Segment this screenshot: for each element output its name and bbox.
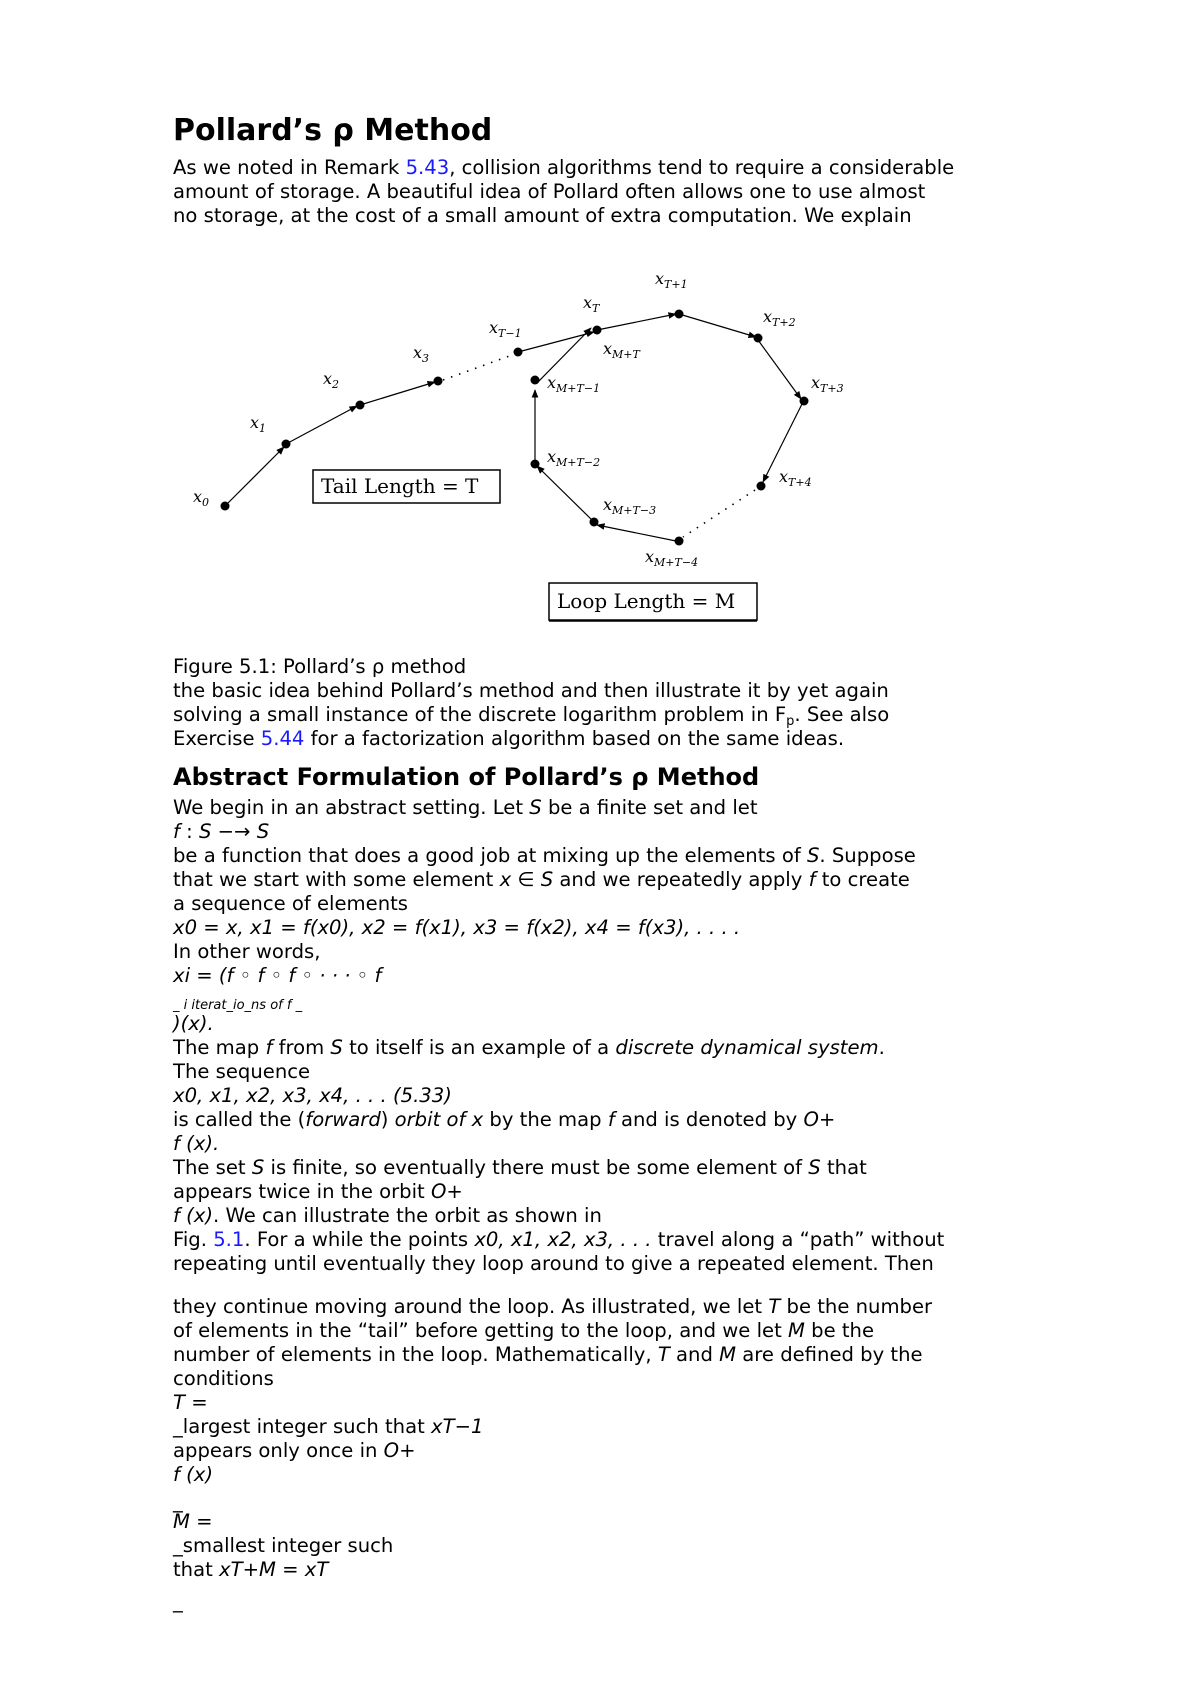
point-xMTm4 — [675, 537, 684, 546]
point-xTp2 — [754, 334, 763, 343]
label-xT: $x_T$ — [583, 293, 600, 315]
label-xTm1: $x_{T-1}$ — [489, 318, 522, 340]
point-x2 — [356, 401, 365, 410]
m-definition: _smallest integer such — [173, 1534, 394, 1557]
point-xMTm3 — [590, 518, 599, 527]
label-x2: $x_2$ — [323, 369, 340, 391]
label-xMT: $x_{M+T}$ — [603, 339, 640, 361]
point-x0 — [221, 502, 230, 511]
after-figure-line-3: Exercise 5.44 for a factorization algorithm based on the same ideas. — [173, 727, 845, 750]
orbit-points — [221, 310, 809, 546]
tail-length-box — [313, 470, 500, 503]
section-line-5: In other words, — [173, 940, 321, 963]
edge-xMTm4-xMTm3 — [597, 525, 676, 541]
point-xTp4 — [757, 482, 766, 491]
after-figure-line-1: the basic idea behind Pollard’s method and then illustrate it by yet again — [173, 679, 889, 702]
section-line-3: that we start with some element x ∈ S and we repeatedly apply f to create — [173, 868, 910, 891]
section-line-2: be a function that does a good job at mixing up the elements of S. Suppose — [173, 844, 916, 867]
remark-link[interactable]: 5.43 — [405, 156, 450, 179]
section-line-4: a sequence of elements — [173, 892, 409, 915]
section-line-13: they continue moving around the loop. As illustrated, we let T be the number — [173, 1295, 933, 1318]
edge-xMTm3-xMTm2 — [537, 466, 594, 522]
section-line-14: of elements in the “tail” before getting to the loop, and we let M be the — [173, 1319, 875, 1342]
loop-length-box — [549, 583, 757, 621]
edge-xMTm1-xMT — [537, 328, 591, 383]
label-xTp2: $x_{T+2}$ — [763, 307, 796, 329]
t-definition: _largest integer such that xT−1 — [173, 1415, 484, 1438]
intro-line-1: As we noted in Remark 5.43, collision algorithms tend to require a considerable — [173, 156, 955, 179]
section-line-9: The set S is finite, so eventually there must be some element of S that — [173, 1156, 867, 1179]
after-figure-line-2: solving a small instance of the discrete logarithm problem in $F_p$. See also — [173, 703, 890, 729]
fx-line-1: f (x). — [173, 1132, 220, 1155]
edge-xTp2-xTp3 — [758, 340, 801, 399]
tail-length-label: Tail Length = T — [321, 474, 479, 498]
label-x0: $x_0$ — [193, 487, 210, 509]
edge-xTp1-xTp2 — [679, 314, 756, 337]
exercise-link[interactable]: 5.44 — [260, 727, 305, 750]
loop-length-label: Loop Length = M — [557, 589, 736, 613]
label-xTp4: $x_{T+4}$ — [779, 467, 812, 489]
orbit-sequence-line: x0, x1, x2, x3, x4, . . . (5.33) — [173, 1084, 452, 1107]
edge-x2-x3 — [360, 382, 435, 405]
point-x1 — [282, 440, 291, 449]
section-line-6: The map f from S to itself is an example of a discrete dynamical system. — [173, 1036, 885, 1059]
edge-xTm1-xT — [518, 332, 594, 352]
intro-line-3: no storage, at the cost of a small amount of extra computation. We explain — [173, 204, 912, 227]
underscore-1: _ — [173, 1490, 183, 1513]
label-xTp3: $x_{T+3}$ — [811, 373, 844, 395]
fx-line-2: f (x). We can illustrate the orbit as shown in — [173, 1204, 602, 1227]
t-definition-2: appears only once in O+ — [173, 1439, 416, 1462]
sequence-line: x0 = x, x1 = f(x0), x2 = f(x1), x3 = f(x2), x4 = f(x3), . . . . — [173, 916, 741, 939]
xi-line: xi = (f ◦ f ◦ f ◦ · · · ◦ f — [173, 964, 382, 987]
section-line-1: We begin in an abstract setting. Let S be a finite set and let — [173, 796, 758, 819]
t-equation: T = — [173, 1391, 208, 1414]
point-xTp3 — [800, 397, 809, 406]
point-labels — [193, 269, 844, 569]
section-line-12: repeating until eventually they loop around to give a repeated element. Then — [173, 1252, 934, 1275]
edge-x0-x1 — [228, 447, 284, 503]
dotted-xTp4-xMTm4 — [683, 490, 755, 537]
figure-caption: Figure 5.1: Pollard’s ρ method — [173, 655, 467, 678]
label-x1: $x_1$ — [250, 413, 267, 435]
point-xTp1 — [675, 310, 684, 319]
section-line-15: number of elements in the loop. Mathematically, T and M are defined by the — [173, 1343, 923, 1366]
figure-link[interactable]: 5.1 — [213, 1228, 245, 1251]
point-xT — [593, 326, 602, 335]
section-line-16: conditions — [173, 1367, 274, 1390]
section-line-7: The sequence — [173, 1060, 311, 1083]
close-line: )(x). — [173, 1012, 214, 1035]
tail-edges — [228, 314, 802, 541]
t-fx: f (x) — [173, 1463, 214, 1486]
underscore-2: _ — [173, 1590, 183, 1613]
point-xTm1 — [514, 348, 523, 357]
point-xMTm2 — [531, 460, 540, 469]
iterations-line: _ i iterat_io_ns of f _ — [173, 998, 303, 1013]
section-heading: Abstract Formulation of Pollard’s ρ Method — [173, 763, 760, 791]
point-xMTm1 — [531, 376, 540, 385]
label-x3: $x_3$ — [413, 343, 430, 365]
intro-line-2: amount of storage. A beautiful idea of Pollard often allows one to use almost — [173, 180, 926, 203]
label-xMTm1: $x_{M+T-1}$ — [547, 373, 601, 395]
section-line-11: Fig. 5.1. For a while the points x0, x1, x2, x3, . . . travel along a “path” without — [173, 1228, 945, 1251]
label-xMTm3: $x_{M+T-3}$ — [603, 495, 657, 517]
m-equation: M = — [173, 1510, 213, 1533]
dotted-x3-xTm1 — [443, 354, 515, 380]
label-xMTm4: $x_{M+T-4}$ — [645, 547, 699, 569]
section-line-10: appears twice in the orbit O+ — [173, 1180, 463, 1203]
pollard-rho-figure — [185, 258, 885, 633]
point-x3 — [434, 377, 443, 386]
label-xMTm2: $x_{M+T-2}$ — [547, 447, 601, 469]
label-xTp1: $x_{T+1}$ — [655, 269, 688, 291]
page-title: Pollard’s ρ Method — [173, 113, 493, 148]
edge-xT-xTp1 — [597, 314, 676, 330]
map-definition: f : S −→ S — [173, 820, 270, 843]
section-line-8: is called the (forward) orbit of x by the map f and is denoted by O+ — [173, 1108, 836, 1131]
m-definition-2: that xT+M = xT — [173, 1558, 329, 1581]
edge-x1-x2 — [286, 406, 357, 444]
